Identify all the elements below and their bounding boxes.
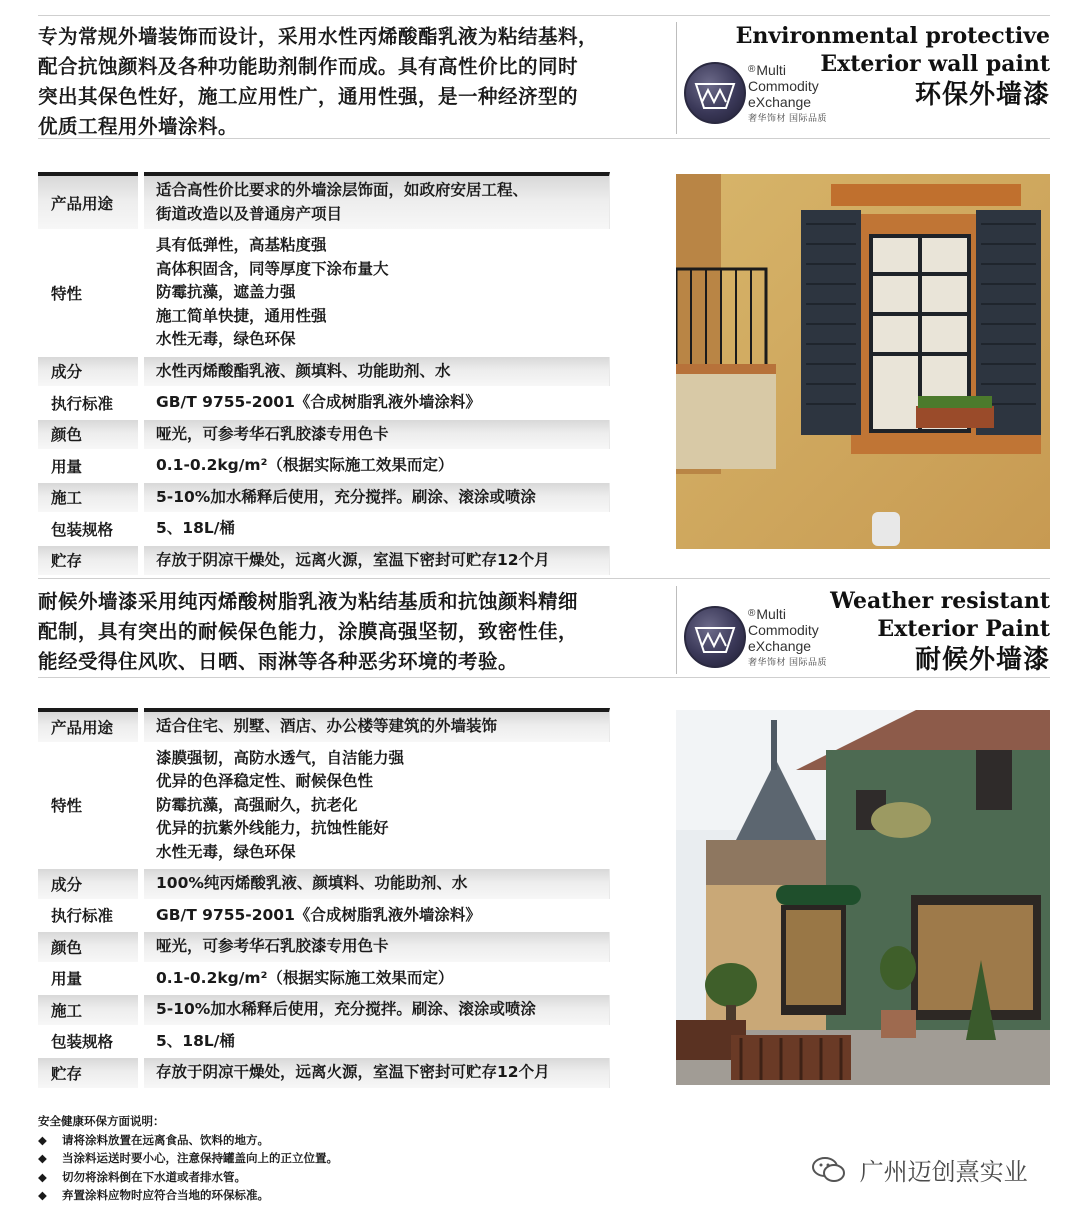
- spec-row: [38, 932, 610, 962]
- notes-title: 安全健康环保方面说明：: [38, 1114, 165, 1128]
- section2-rule: [38, 677, 1050, 678]
- spec-value-line: 100%纯丙烯酸乳液、颜填料、功能助剂、水: [156, 874, 468, 892]
- spec-value-line: GB/T 9755-2001《合成树脂乳液外墙涂料》: [156, 905, 481, 924]
- spec-value-line: 0.1-0.2kg/m²（根据实际施工效果而定）: [156, 968, 454, 987]
- spec-value: [144, 172, 610, 229]
- spec-row: [38, 708, 610, 742]
- spec-value-line: 水性无毒，绿色环保: [156, 842, 296, 861]
- intro-line: 配合抗蚀颜料及各种功能助剂制作而成。具有高性价比的同时: [38, 55, 579, 78]
- intro-line: 专为常规外墙装饰而设计，采用水性丙烯酸酯乳液为粘结基料，: [38, 25, 599, 48]
- section2-title: [830, 587, 1050, 677]
- title-cn: 环保外墙漆: [914, 80, 1050, 110]
- spec-value-line: 5-10%加水稀释后使用，充分搅拌。刷涂、滚涂或喷涂: [156, 1000, 536, 1018]
- spec-label: 颜色: [38, 420, 138, 450]
- watermark-text: 广州迈创熹实业: [859, 1158, 1028, 1186]
- spec-value: [144, 420, 610, 450]
- yellow-house-photo: [676, 174, 1050, 549]
- logo-slogan: 奢华饰材 国际品质: [748, 657, 828, 667]
- bullet-icon: ◆: [38, 1188, 47, 1202]
- spec-value: [144, 388, 610, 418]
- spec-row: [38, 231, 610, 355]
- spec-row: [38, 901, 610, 931]
- spec-value: [144, 995, 610, 1025]
- spec-value-line: 5、18L/桶: [156, 519, 235, 537]
- title-en-line1: Environmental protective: [735, 23, 1050, 49]
- logo-line2: Commodity: [748, 78, 819, 94]
- spec-value-line: 存放于阴凉干燥处，远离火源，室温下密封可贮存12个月: [156, 550, 550, 569]
- spec-label: 特性: [51, 797, 83, 816]
- spec-label: 贮存: [38, 1058, 138, 1088]
- spec-value-line: 0.1-0.2kg/m²（根据实际施工效果而定）: [156, 456, 454, 474]
- spec-value: [144, 546, 610, 576]
- spec-label: 施工: [38, 483, 138, 513]
- logo-line1: Multi: [756, 62, 786, 78]
- spec-label: 用量: [51, 970, 83, 989]
- spec-value-line: 5-10%加水稀释后使用，充分搅拌。刷涂、滚涂或喷涂: [156, 487, 536, 506]
- spec-value-line: 存放于阴凉干燥处，远离火源，室温下密封可贮存12个月: [156, 1063, 550, 1081]
- spec-value: [144, 869, 610, 899]
- spec-value-line: 防霉抗藻，高强耐久，抗老化: [156, 795, 358, 814]
- spec-value: [144, 451, 610, 481]
- wechat-icon: [812, 1156, 846, 1190]
- notes-item-text: 弃置涂料应物时应符合当地的环保标准。: [62, 1188, 269, 1202]
- intro-line: 优质工程用外墙涂料。: [38, 115, 239, 138]
- spec-row: [38, 514, 610, 544]
- notes-item-text: 当涂料运送时要小心，注意保持罐盖向上的正立位置。: [62, 1151, 338, 1165]
- shopping-street-photo: [676, 710, 1050, 1085]
- section2-divider: [676, 586, 677, 674]
- section2-intro: [38, 587, 638, 677]
- spec-value: [144, 1027, 610, 1057]
- safety-notes: [38, 1112, 598, 1205]
- spec-row: [38, 744, 610, 868]
- spec-label: 施工: [38, 995, 138, 1025]
- spec-value: [144, 744, 610, 868]
- logo-line3: eXchange: [748, 638, 812, 654]
- section1-rule: [38, 138, 1050, 139]
- spec-label: 特性: [51, 284, 83, 303]
- spec-value: [144, 483, 610, 513]
- spec-row: [38, 1027, 610, 1057]
- spec-row: [38, 1058, 610, 1088]
- notes-item: [38, 1186, 598, 1205]
- spec-value-line: 哑光，可参考华石乳胶漆专用色卡: [156, 937, 389, 955]
- bullet-icon: ◆: [38, 1132, 47, 1147]
- spec-value-line: 适合高性价比要求的外墙涂层饰面，如政府安居工程、: [156, 181, 529, 199]
- logo-line3: eXchange: [748, 94, 812, 110]
- section1-intro: [38, 22, 638, 142]
- spec-value-line: 5、18L/桶: [156, 1031, 235, 1050]
- spec-row: [38, 451, 610, 481]
- spec-value-line: 漆膜强韧，高防水透气，自洁能力强: [156, 748, 405, 767]
- spec-value: [144, 964, 610, 994]
- spec-value-line: 街道改造以及普通房产项目: [156, 204, 343, 223]
- bullet-icon: ◆: [38, 1169, 47, 1184]
- spec-label: 用量: [51, 457, 83, 476]
- spec-row: [38, 483, 610, 513]
- spec-value-line: 水性丙烯酸酯乳液、颜填料、功能助剂、水: [156, 361, 451, 380]
- spec-label: 贮存: [38, 546, 138, 576]
- section1-divider: [676, 22, 677, 134]
- notes-item: [38, 1131, 598, 1150]
- spec-label: 产品用途: [38, 172, 138, 229]
- spec-label: 产品用途: [38, 708, 138, 742]
- title-en-line2: Exterior Paint: [877, 616, 1050, 642]
- spec-value: [144, 231, 610, 355]
- spec-label: 包装规格: [51, 1033, 114, 1052]
- spec-value-line: GB/T 9755-2001《合成树脂乳液外墙涂料》: [156, 393, 481, 411]
- mcx-emblem-icon: [684, 606, 746, 668]
- top-rule: [38, 15, 1050, 16]
- intro-line: 突出其保色性好，施工应用性广，通用性强，是一种经济型的: [38, 85, 579, 108]
- spec-label: 成分: [38, 357, 138, 387]
- section2-top-rule: [38, 578, 1050, 579]
- spec-row: [38, 388, 610, 418]
- spec-value: [144, 1058, 610, 1088]
- spec-value: [144, 514, 610, 544]
- logo-slogan: 奢华饰材 国际品质: [748, 113, 828, 123]
- spec-row: [38, 964, 610, 994]
- spec-row: [38, 869, 610, 899]
- title-en-line1: Weather resistant: [830, 588, 1050, 614]
- intro-line: 能经受得住风吹、日晒、雨淋等各种恶劣环境的考验。: [38, 650, 519, 673]
- spec-value-line: 高体积固含，同等厚度下涂布量大: [156, 259, 389, 278]
- spec-label: 执行标准: [51, 907, 114, 926]
- spec-row: [38, 357, 610, 387]
- spec-label: 颜色: [38, 932, 138, 962]
- section2-spec-table: [38, 708, 610, 1090]
- logo-line2: Commodity: [748, 622, 819, 638]
- spec-value-line: 优异的色泽稳定性、耐候保色性: [156, 772, 374, 790]
- notes-item: [38, 1168, 598, 1187]
- spec-value-line: 哑光，可参考华石乳胶漆专用色卡: [156, 424, 389, 443]
- notes-item-text: 请将涂料放置在远离食品、饮料的地方。: [62, 1132, 269, 1147]
- registered-mark: ®: [748, 608, 756, 619]
- notes-item: [38, 1149, 598, 1168]
- spec-label: 包装规格: [51, 520, 114, 539]
- spec-label: 执行标准: [51, 394, 114, 413]
- spec-row: [38, 995, 610, 1025]
- spec-value: [144, 932, 610, 962]
- logo-line1: Multi: [756, 606, 786, 622]
- spec-value: [144, 357, 610, 387]
- spec-row: [38, 172, 610, 229]
- spec-value-line: 具有低弹性，高基粘度强: [156, 236, 327, 254]
- intro-line: 耐候外墙漆采用纯丙烯酸树脂乳液为粘结基质和抗蚀颜料精细: [38, 590, 579, 613]
- spec-row: [38, 546, 610, 576]
- intro-line: 配制，具有突出的耐候保色能力，涂膜高强坚韧，致密性佳，: [38, 620, 579, 643]
- title-cn: 耐候外墙漆: [914, 645, 1050, 675]
- spec-value: [144, 708, 610, 742]
- spec-value-line: 水性无毒，绿色环保: [156, 330, 296, 348]
- bullet-icon: ◆: [38, 1151, 47, 1165]
- spec-value-line: 防霉抗藻，遮盖力强: [156, 283, 296, 301]
- registered-mark: ®: [748, 64, 756, 75]
- spec-row: [38, 420, 610, 450]
- wechat-watermark: [812, 1152, 1028, 1190]
- section1-title: [736, 22, 1050, 112]
- spec-value-line: 施工简单快捷，通用性强: [156, 306, 327, 325]
- spec-value: [144, 901, 610, 931]
- spec-value-line: 适合住宅、别墅、酒店、办公楼等建筑的外墙装饰: [156, 717, 498, 735]
- title-en-line2: Exterior wall paint: [820, 51, 1050, 77]
- notes-item-text: 切勿将涂料倒在下水道或者排水管。: [62, 1169, 246, 1184]
- spec-value-line: 优异的抗紫外线能力，抗蚀性能好: [156, 819, 389, 837]
- section1-spec-table: [38, 172, 610, 577]
- spec-label: 成分: [38, 869, 138, 899]
